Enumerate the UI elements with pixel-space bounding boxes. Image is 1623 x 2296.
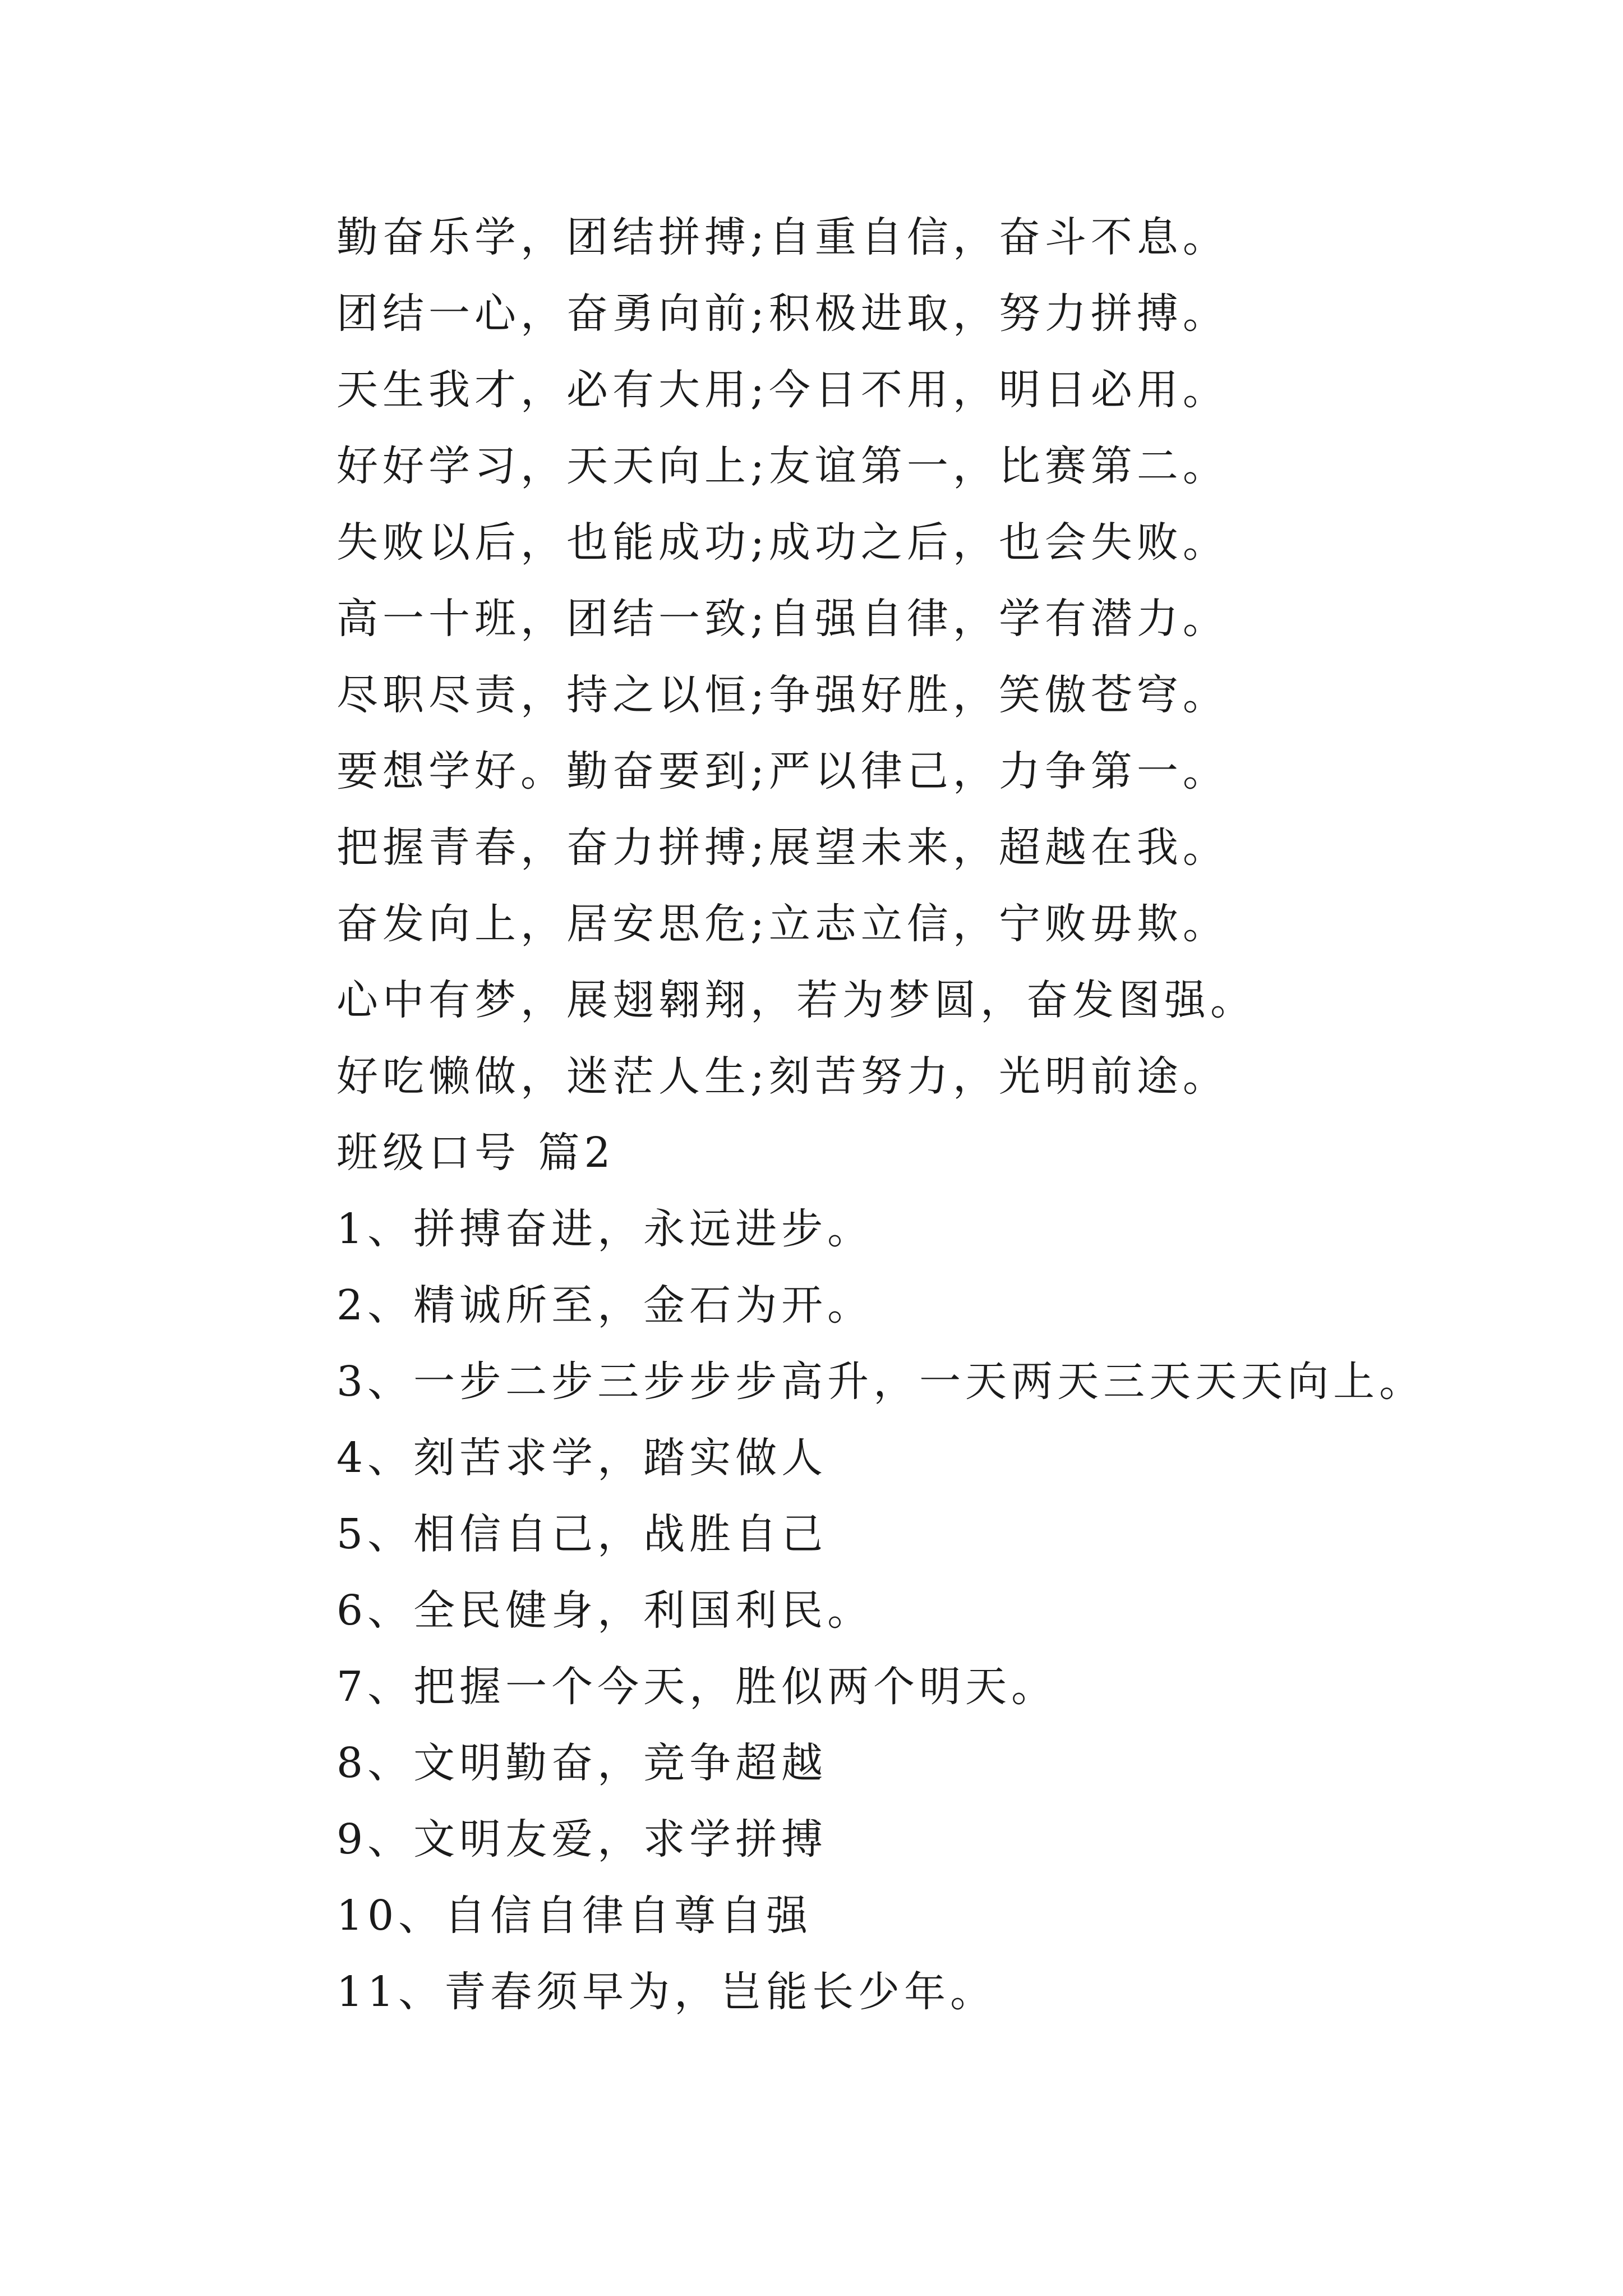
section-heading: 班级口号 篇2: [336, 1129, 615, 1177]
numbered-slogan: 6、全民健身，利国利民。: [336, 1586, 874, 1635]
slogan-line: 心中有梦，展翅翱翔，若为梦圆，奋发图强。: [336, 976, 1256, 1024]
slogan-line: 勤奋乐学，团结拼搏;自重自信，奋斗不息。: [336, 213, 1229, 261]
numbered-slogan: 11、青春须早为，岂能长少年。: [336, 1968, 997, 2016]
document-body: [336, 199, 1570, 2030]
numbered-slogan: 7、把握一个今天，胜似两个明天。: [336, 1663, 1058, 1711]
slogan-line: 奋发向上，居安思危;立志立信，宁败毋欺。: [336, 900, 1229, 948]
slogan-line: 高一十班，团结一致;自强自律，学有潜力。: [336, 595, 1229, 643]
numbered-slogan: 9、文明友爱，求学拼搏: [336, 1815, 828, 1864]
slogan-line: 要想学好。勤奋要到;严以律己，力争第一。: [336, 747, 1229, 795]
numbered-slogan: 10、自信自律自尊自强: [336, 1892, 813, 1940]
numbered-slogan: 8、文明勤奋，竞争超越: [336, 1739, 828, 1787]
slogan-line: 把握青春，奋力拼搏;展望未来，超越在我。: [336, 823, 1229, 872]
numbered-slogan: 4、刻苦求学，踏实做人: [336, 1434, 828, 1482]
numbered-slogan: 3、一步二步三步步步高升，一天两天三天天天向上。: [336, 1358, 1426, 1406]
numbered-slogan: 2、精诚所至，金石为开。: [336, 1281, 874, 1329]
slogan-line: 团结一心，奋勇向前;积极进取，努力拼搏。: [336, 289, 1229, 338]
slogan-line: 尽职尽责，持之以恒;争强好胜，笑傲苍穹。: [336, 671, 1229, 719]
slogan-line: 失败以后，也能成功;成功之后，也会失败。: [336, 518, 1229, 567]
slogan-line: 好吃懒做，迷茫人生;刻苦努力，光明前途。: [336, 1052, 1229, 1101]
numbered-slogan: 5、相信自己，战胜自己: [336, 1510, 828, 1558]
slogan-line: 天生我才，必有大用;今日不用，明日必用。: [336, 366, 1229, 414]
slogan-line: 好好学习，天天向上;友谊第一，比赛第二。: [336, 442, 1229, 490]
numbered-slogan: 1、拼搏奋进，永远进步。: [336, 1205, 874, 1253]
